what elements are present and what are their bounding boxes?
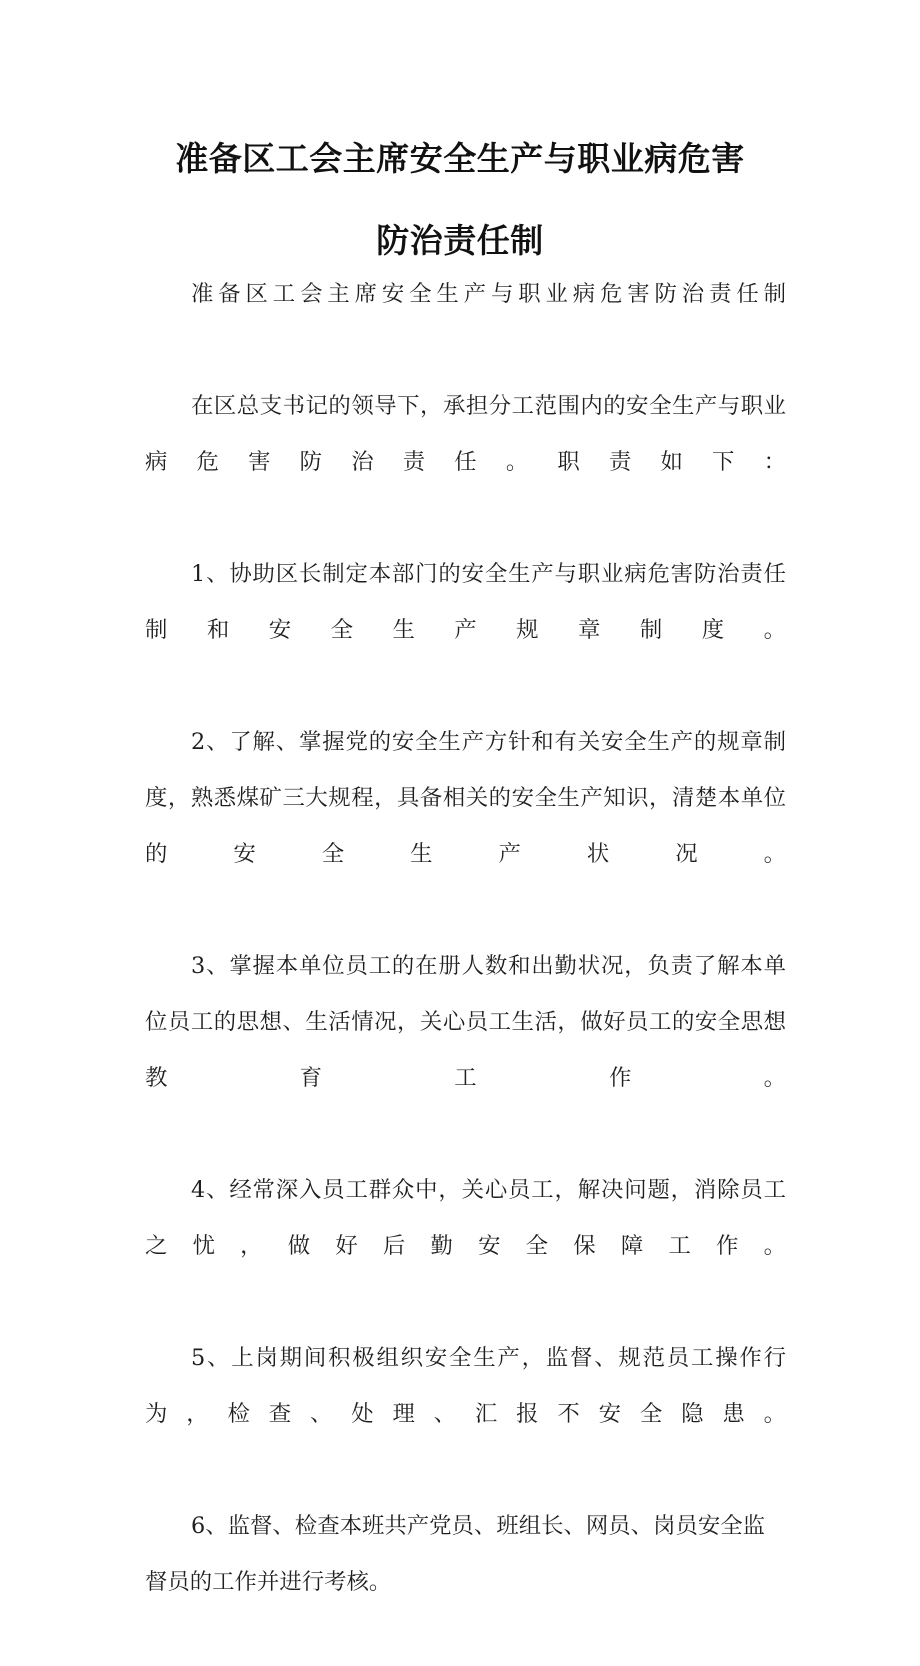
document-body [145, 266, 786, 1666]
paragraph-item-6: 6、监督、检查本班共产党员、班组长、网员、岗员安全监督员的工作并进行考核。 [145, 1513, 766, 1595]
paragraph-item-2: 2、了解、掌握党的安全生产方针和有关安全生产的规章制度，熟悉煤矿三大规程，具备相关的安全生产知识，清楚本单位的安全生产状况。 [145, 729, 786, 867]
paragraph-item-4: 4、经常深入员工群众中，关心员工，解决问题，消除员工之忧，做好后勤安全保障工作。 [145, 1177, 786, 1259]
page-title-line-2: 防治责任制 [376, 221, 544, 261]
paragraph-item-5: 5、上岗期间积极组织安全生产，监督、规范员工操作行为，检查、处理、汇报不安全隐患。 [145, 1345, 786, 1427]
page-title [110, 118, 810, 282]
paragraph-heading-repeat: 准备区工会主席安全生产与职业病危害防治责任制 [191, 281, 786, 307]
page-title-line-1: 准备区工会主席安全生产与职业病危害 [175, 139, 745, 179]
paragraph-item-1: 1、协助区长制定本部门的安全生产与职业病危害防治责任制和安全生产规章制度。 [145, 561, 786, 643]
paragraph-intro: 在区总支书记的领导下，承担分工范围内的安全生产与职业病危害防治责任。职责如下： [145, 393, 786, 475]
paragraph-item-3: 3、掌握本单位员工的在册人数和出勤状况，负责了解本单位员工的思想、生活情况，关心员工生活，做好员工的安全思想教育工作。 [145, 953, 786, 1091]
